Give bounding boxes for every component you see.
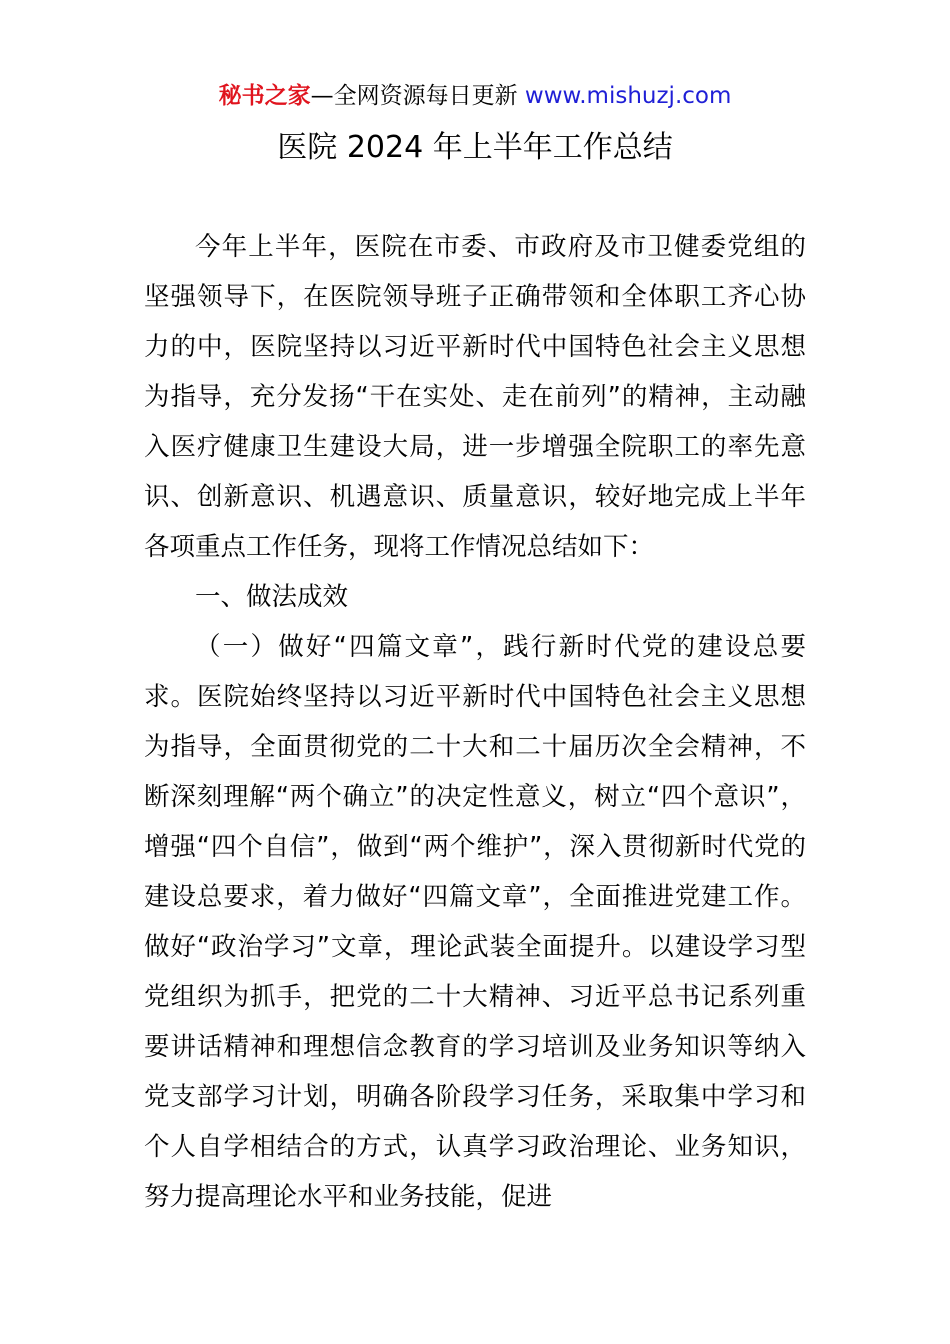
document-body	[144, 222, 806, 1222]
section-heading: 一、做法成效	[195, 582, 349, 612]
document-title: 医院 2024 年上半年工作总结	[277, 130, 673, 165]
site-header	[0, 80, 950, 112]
section-paragraph: （一）做好“四篇文章”，践行新时代党的建设总要求。医院始终坚持以习近平新时代中国特色社会主义思想为指导，全面贯彻党的二十大和二十届历次全会精神，不断深刻理解“两个确立”的决定性意义，树立“四个意识”，增强“四个自信”，做到“两个维护”，深入贯彻新时代党的建设总要求，着力做好“四篇文章”，全面推进党建工作。做好“政治学习”文章，理论武装全面提升。以建设学习型党组织为抓手，把党的二十大精神、习近平总书记系列重要讲话精神和理想信念教育的学习培训及业务知识等纳入党支部学习计划，明确各阶段学习任务，采取集中学习和个人自学相结合的方式，认真学习政治理论、业务知识，努力提高理论水平和业务技能，促进	[144, 632, 806, 1212]
site-brand: 秘书之家	[218, 83, 311, 109]
site-tagline: —全网资源每日更新	[310, 83, 525, 109]
intro-paragraph: 今年上半年，医院在市委、市政府及市卫健委党组的坚强领导下，在医院领导班子正确带领和全体职工齐心协力的中，医院坚持以习近平新时代中国特色社会主义思想为指导，充分发扬“干在实处、走在前列”的精神，主动融入医疗健康卫生建设大局，进一步增强全院职工的率先意识、创新意识、机遇意识、质量意识，较好地完成上半年各项重点工作任务，现将工作情况总结如下：	[144, 232, 806, 562]
site-url-link[interactable]: www.mishuzj.com	[524, 83, 732, 109]
